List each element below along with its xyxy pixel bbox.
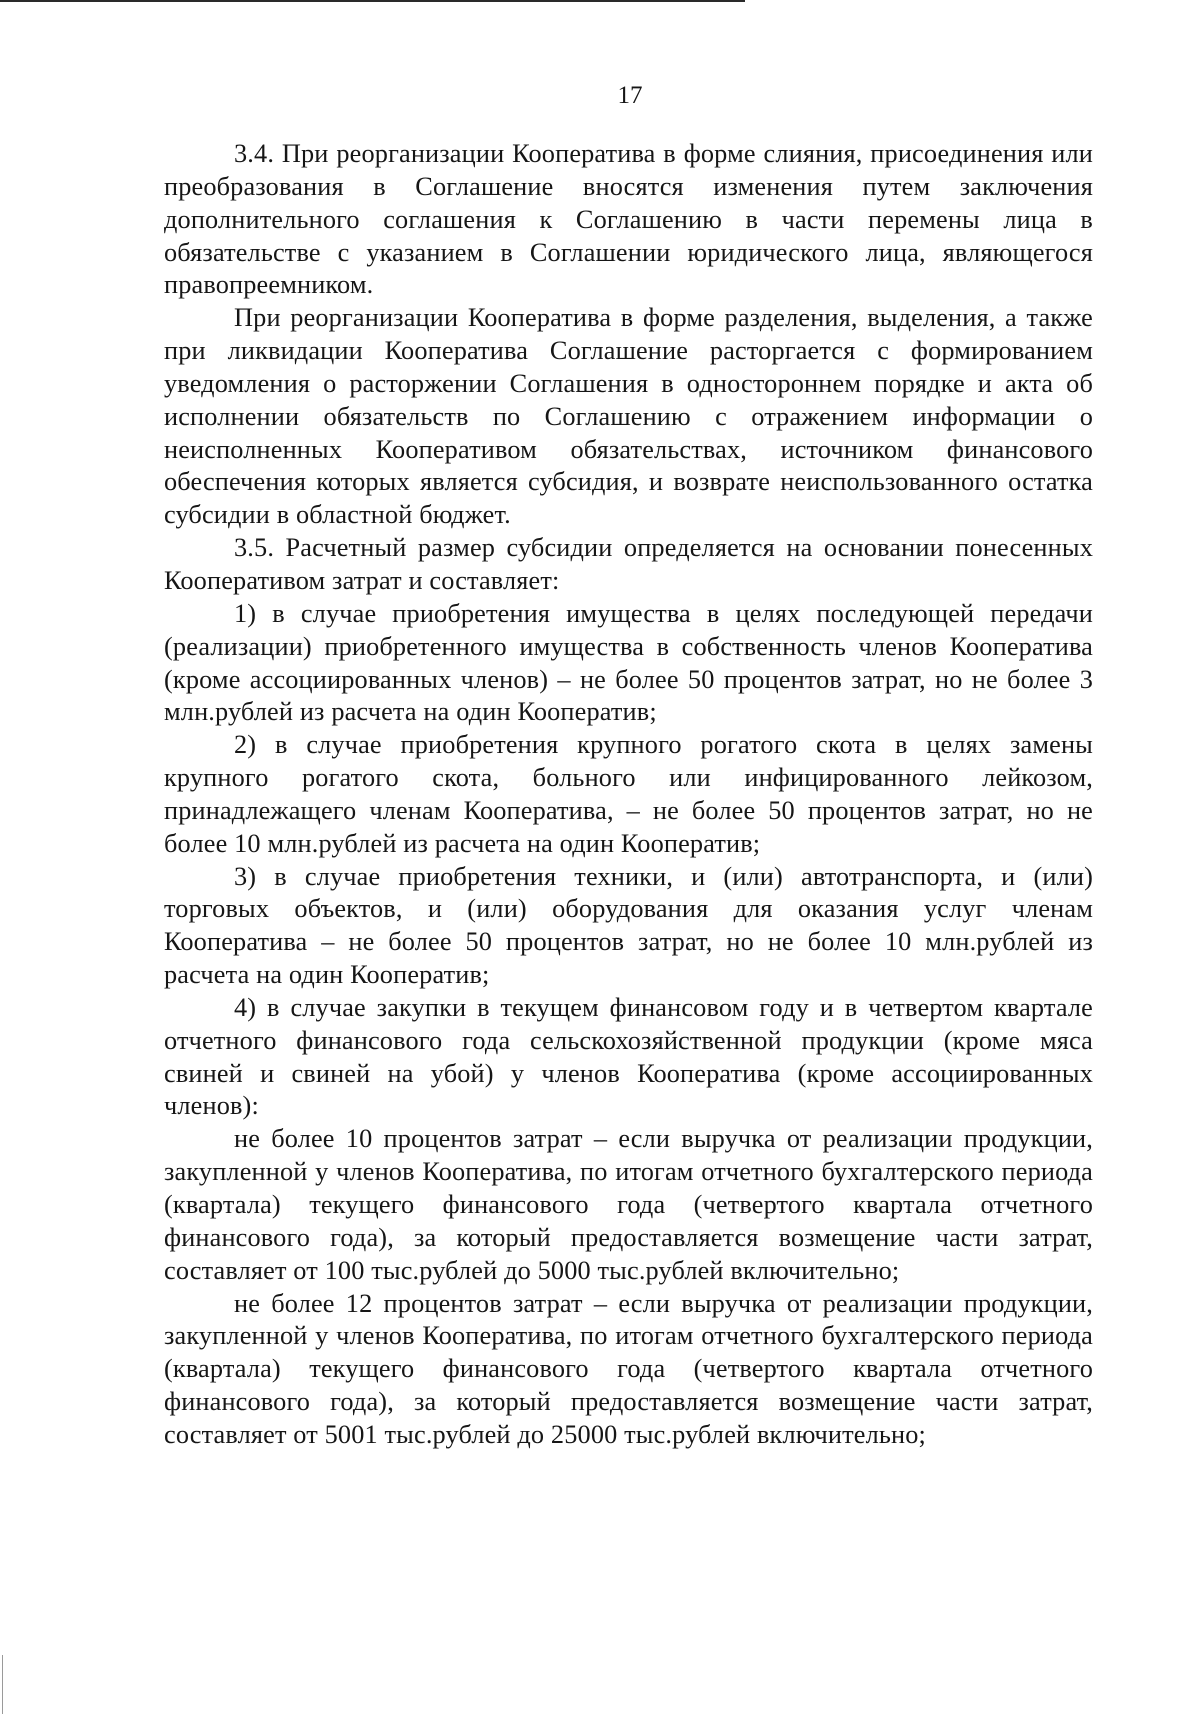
paragraph-3-5: 3.5. Расчетный размер субсидии определяется на основании понесенных Кооперативом затрат и составляет: [164,533,1093,595]
document-body [164,138,1093,1452]
list-item-2: 2) в случае приобретения крупного рогатого скота в целях замены крупного рогатого скота, больного или инфицированного лейкозом, принадлежащего членам Кооператива, – не более 50 процентов затрат, но не более 10 млн.рублей из расчета на один Кооператив; [164,730,1093,858]
scan-edge-left [2,1655,3,1714]
scan-edge-top [0,0,745,2]
list-item-3: 3) в случае приобретения техники, и (или) автотранспорта, и (или) торговых объектов, и (или) оборудования для оказания услуг членам Кооператива – не более 50 процентов затрат, но не более 10 млн.рублей из расчета на один Кооператив; [164,861,1093,990]
list-item-1: 1) в случае приобретения имущества в целях последующей передачи (реализации) приобретенного имущества в собственность членов Кооператива (кроме ассоциированных членов) – не более 50 процентов затрат, но не более 3 млн.рублей из расчета на один Кооператив; [164,598,1093,727]
sub-item-10-percent: не более 10 процентов затрат – если выручка от реализации продукции, закупленной у членов Кооператива, по итогам отчетного бухгалтерского периода (квартала) текущего финансового года (четвертого квартала отчетного финансового года), за который предоставляется возмещение части затрат, составляет от 100 тыс.рублей до 5000 тыс.рублей включительно; [164,1124,1093,1285]
list-item-4: 4) в случае закупки в текущем финансовом году и в четвертом квартале отчетного финансового года сельскохозяйственной продукции (кроме мяса свиней и свиней на убой) у членов Кооператива (кроме ассоциированных членов): [164,992,1093,1121]
sub-item-12-percent: не более 12 процентов затрат – если выручка от реализации продукции, закупленной у членов Кооператива, по итогам отчетного бухгалтерского периода (квартала) текущего финансового года (четвертого квартала отчетного финансового года), за который предоставляется возмещение части затрат, составляет от 5001 тыс.рублей до 25000 тыс.рублей включительно; [164,1288,1093,1449]
paragraph-reorganization-division: При реорганизации Кооператива в форме разделения, выделения, а также при ликвидации Кооператива Соглашение расторгается с формированием уведомления о расторжении Соглашения в одностороннем порядке и акта об исполнении обязательств по Соглашению с отражением информации о неисполненных Кооперативом обязательствах, источником финансового обеспечения которых является субсидия, и возврате неиспользованного остатка субсидии в областной бюджет. [164,303,1093,530]
page-number: 17 [617,82,643,109]
paragraph-3-4: 3.4. При реорганизации Кооператива в форме слияния, присоединения или преобразования в Соглашение вносятся изменения путем заключения дополнительного соглашения к Соглашению в части перемены лица в обязательстве с указанием в Соглашении юридического лица, являющегося правопреемником. [164,139,1093,300]
